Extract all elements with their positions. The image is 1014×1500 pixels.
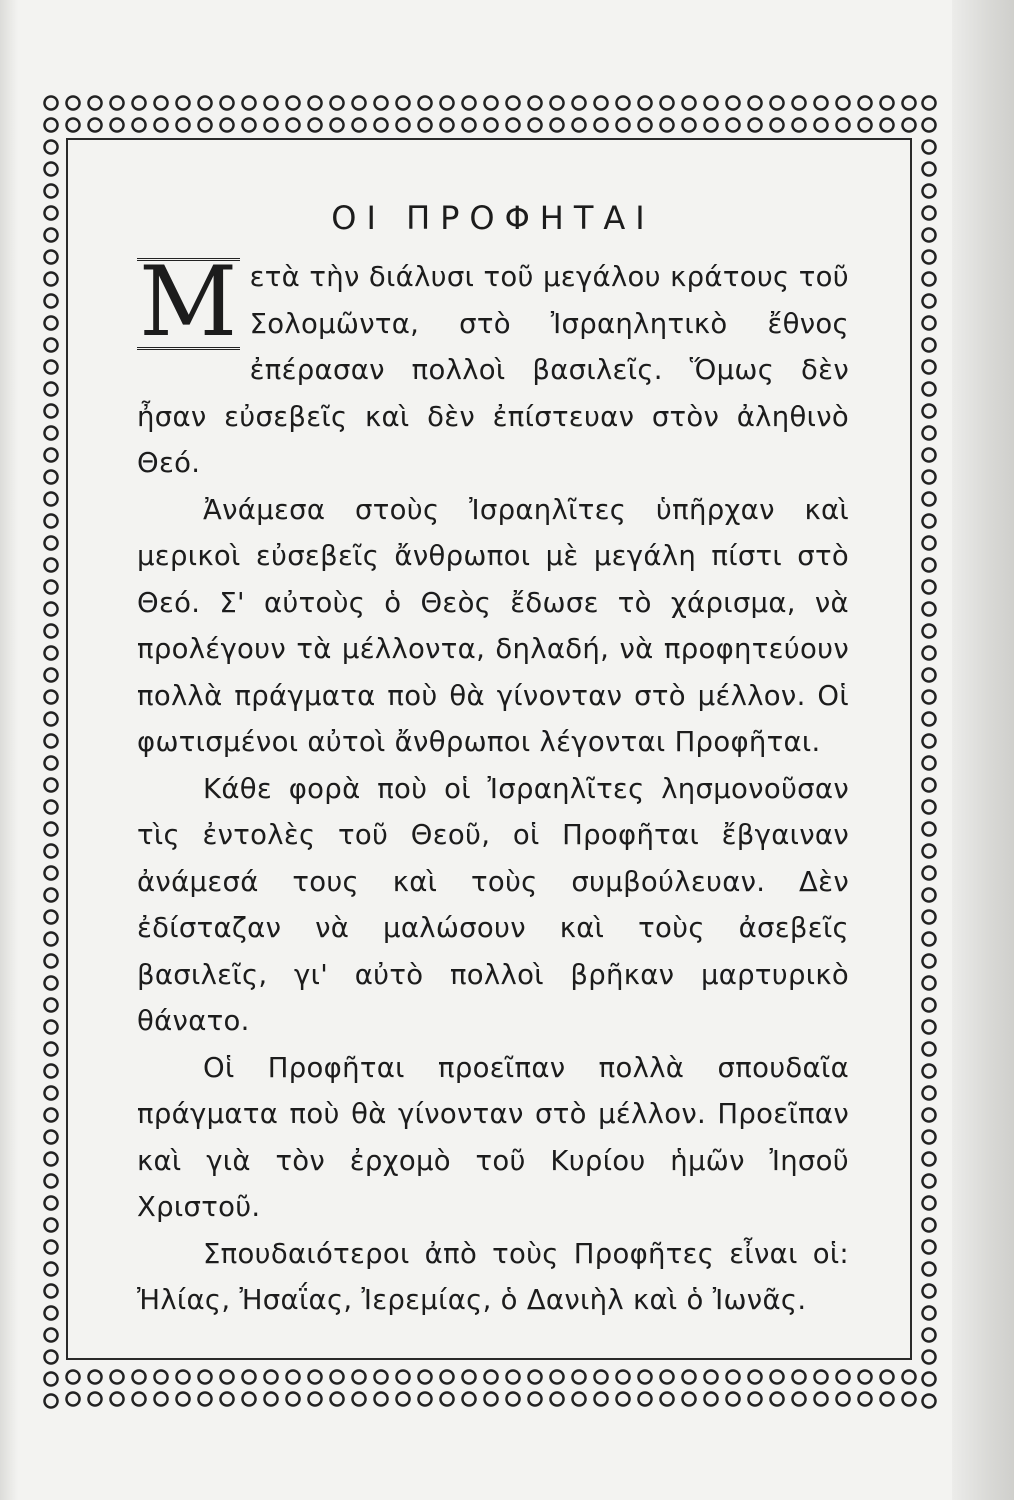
ornamental-border-left <box>40 92 62 1410</box>
drop-cap: Μ <box>139 246 238 358</box>
paragraph-4: Οἱ Προφῆται προεῖπαν πολλὰ σπουδαῖα πράγματα ποὺ θὰ γίνονταν στὸ μέλλον. Προεῖπαν καὶ γιὰ τὸν ἐρχομὸ τοῦ Κυρίου ἡμῶν Ἰησοῦ Χριστοῦ. <box>137 1051 849 1223</box>
paragraph-1-text: ετὰ τὴν διάλυσι τοῦ μεγάλου κράτους τοῦ Σολομῶντα, στὸ Ἰσραηλητικὸ ἔθνος ἐπέρασαν πολλοὶ βασιλεῖς. Ὅμως δὲν ἦσαν εὐσεβεῖς καὶ δὲν ἐπίστευαν στὸν ἀληθινὸ Θεό. <box>137 261 849 479</box>
page-edge-left <box>0 0 18 1500</box>
ornamental-border-bottom <box>40 1366 940 1410</box>
page-text <box>137 190 849 1324</box>
ornamental-border-top <box>40 92 940 136</box>
paragraph-5: Σπουδαιότεροι ἀπὸ τοὺς Προφῆτες εἶναι οἱ: Ἠλίας, Ἠσαΐας, Ἰερεμίας, ὁ Δανιὴλ καὶ ὁ Ἰωνᾶς. <box>137 1237 849 1316</box>
paragraph-1 <box>137 246 849 487</box>
ornamental-border-right <box>918 92 940 1410</box>
paragraph-2: Ἀνάμεσα στοὺς Ἰσραηλῖτες ὑπῆρχαν καὶ μερικοὶ εὐσεβεῖς ἄνθρωποι μὲ μεγάλη πίστι στὸ Θεό. Σ' αὐτοὺς ὁ Θεὸς ἔδωσε τὸ χάρισμα, νὰ προλέγουν τὰ μέλλοντα, δηλαδή, νὰ προφητεύουν πολλὰ πράγματα ποὺ θὰ γίνονταν στὸ μέλλον. Οἱ φωτισμένοι αὐτοὶ ἄνθρωποι λέγονται Προφῆται. <box>137 493 849 758</box>
page-title: ΟΙ ΠΡΟΦΗΤΑΙ <box>331 199 655 237</box>
page-edge-right <box>952 0 1014 1500</box>
paragraph-3: Κάθε φορὰ ποὺ οἱ Ἰσραηλῖτες λησμονοῦσαν τὶς ἐντολὲς τοῦ Θεοῦ, οἱ Προφῆται ἔβγαιναν ἀνάμεσά τους καὶ τοὺς συμβούλευαν. Δὲν ἐδίσταζαν νὰ μαλώσουν καὶ τοὺς ἀσεβεῖς βασιλεῖς, γι' αὐτὸ πολλοὶ βρῆκαν μαρτυρικὸ θάνατο. <box>137 772 849 1037</box>
